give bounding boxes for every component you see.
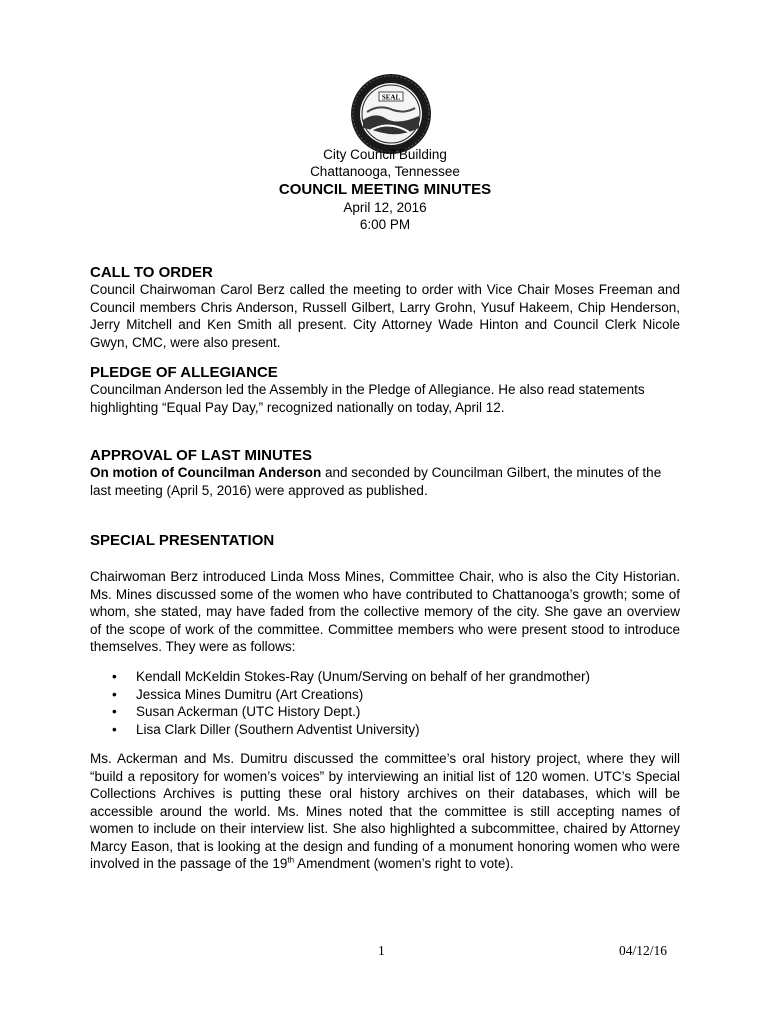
approval-text: and seconded by Councilman Gilbert, the minutes of the last meeting (April 5, 2016) were approved as published. bbox=[90, 465, 662, 498]
list-item: • Kendall McKeldin Stokes-Ray (Unum/Serving on behalf of her grandmother) bbox=[112, 669, 590, 684]
approval-motion-lead: On motion of Councilman Anderson bbox=[90, 465, 322, 480]
heading-special-presentation: SPECIAL PRESENTATION bbox=[90, 532, 275, 549]
header-location: Chattanooga, Tennessee bbox=[310, 164, 460, 179]
heading-pledge: PLEDGE OF ALLEGIANCE bbox=[90, 364, 278, 381]
committee-members-list bbox=[112, 668, 590, 738]
call-to-order-body: Council Chairwoman Carol Berz called the meeting to order with Vice Chair Moses Freeman and Council members Chris Anderson, Russell Gilbert, Larry Grohn, Yusuf Hakeem, Chip Henderson, Jerry Mitchell and Ken Smith all present. City Attorney Wade Hinton and Council Clerk Nicole Gwyn, CMC, were also present. bbox=[90, 282, 680, 350]
list-item: • Jessica Mines Dumitru (Art Creations) bbox=[112, 686, 364, 702]
approval-body bbox=[90, 464, 680, 499]
page-number: 1 bbox=[378, 943, 385, 958]
document-header bbox=[0, 146, 770, 233]
document-title: COUNCIL MEETING MINUTES bbox=[278, 181, 492, 198]
heading-call-to-order: CALL TO ORDER bbox=[90, 264, 213, 281]
bullet-icon: • bbox=[112, 704, 117, 719]
ordinal-suffix: th bbox=[287, 855, 295, 865]
special-intro: Chairwoman Berz introduced Linda Moss Mines, Committee Chair, who is also the City Historian. Ms. Mines discussed some of the women who have contributed to Chattanooga’s growth; some of whom, she stated, may have faded from the collective memory of the city. She gave an overview of the scope of work of the committee. Committee members who were present stood to introduce themselves. They were as follows: bbox=[90, 569, 680, 654]
meeting-time: 6:00 PM bbox=[359, 217, 411, 232]
seal-text: SEAL bbox=[381, 93, 401, 102]
footer-date: 04/12/16 bbox=[619, 943, 668, 958]
bullet-icon: • bbox=[112, 721, 117, 737]
bullet-icon: • bbox=[112, 686, 117, 702]
city-seal-icon bbox=[349, 72, 433, 156]
heading-approval: APPROVAL OF LAST MINUTES bbox=[90, 447, 312, 464]
meeting-date: April 12, 2016 bbox=[343, 200, 427, 215]
list-item: • Lisa Clark Diller (Southern Adventist University) bbox=[112, 721, 420, 737]
pledge-body: Councilman Anderson led the Assembly in the Pledge of Allegiance. He also read statements highlighting “Equal Pay Day,” recognized nationally on today, April 12. bbox=[90, 382, 645, 415]
list-item: • Susan Ackerman (UTC History Dept.) bbox=[112, 704, 361, 719]
special-closing: Ms. Ackerman and Ms. Dumitru discussed the committee’s oral history project, where they will “build a repository for women’s voices” by interviewing an initial list of 120 women. UTC’s Special Collections Archives is putting these oral history archives on their databases, which will be accessible around the world. Ms. Mines noted that the committee is still accepting names of women to include on their interview list. She also highlighted a subcommittee, chaired by Attorney Marcy Eason, that is looking at the design and funding of a monument honoring women who were involved in the passage of the 19th Amendment (women’s right to vote). bbox=[90, 751, 680, 871]
header-building: City Council Building bbox=[323, 147, 447, 162]
bullet-icon: • bbox=[112, 669, 117, 684]
